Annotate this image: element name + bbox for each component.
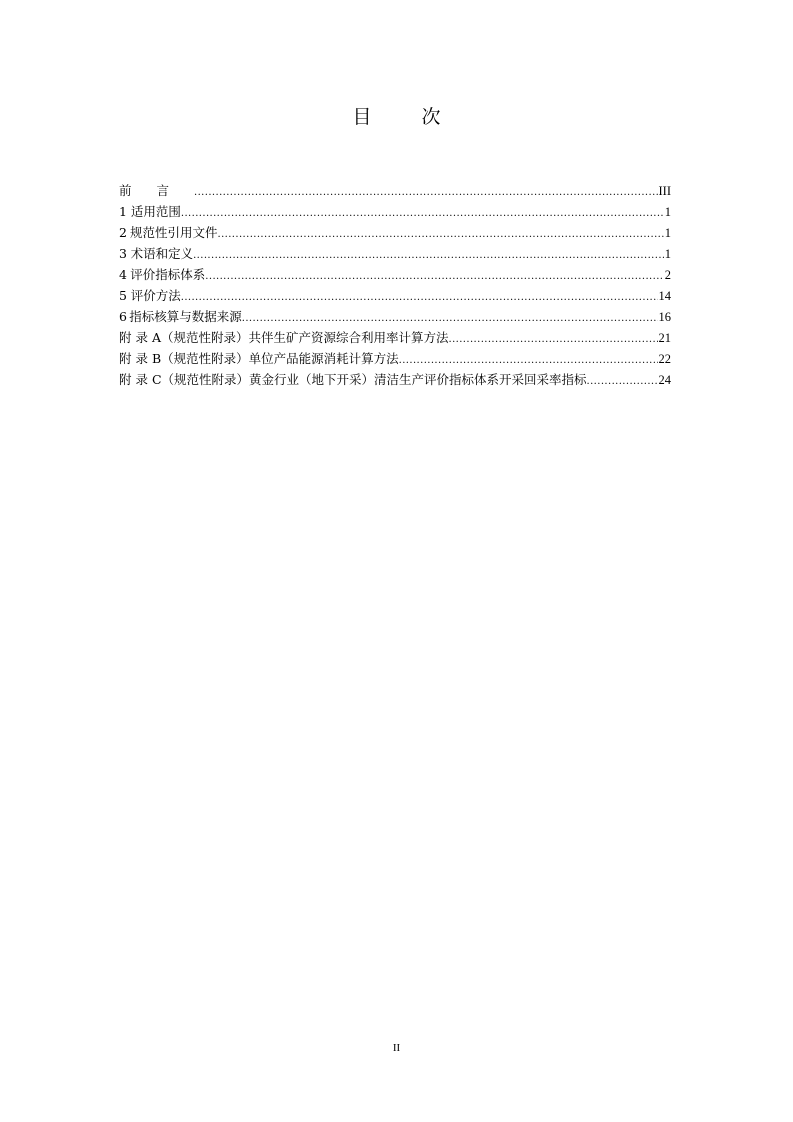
toc-entry-page: 14	[658, 289, 671, 303]
toc-entry-page: 1	[664, 205, 671, 219]
page-number: II	[392, 1042, 401, 1054]
toc-entry-label: 适用范围	[130, 204, 181, 219]
page-title: 目 次	[352, 106, 463, 128]
toc-entry-page: 2	[664, 268, 671, 282]
toc-entry-label: 附 录 A（规范性附录）共伴生矿产资源综合利用率计算方法	[119, 330, 449, 345]
toc-entry-page: 21	[658, 331, 671, 345]
toc-entry-number: 4	[119, 267, 127, 282]
toc-leader-dots	[181, 285, 658, 308]
toc-entry-page: 16	[658, 310, 671, 324]
toc-entry-appendix-c[interactable]	[119, 369, 671, 390]
toc-entry-page: 24	[658, 373, 671, 387]
toc-entry-appendix-a[interactable]	[119, 327, 671, 348]
toc-entry-page: 1	[664, 226, 671, 240]
toc-entry-1[interactable]	[119, 201, 671, 222]
toc-entry-number: 1	[119, 204, 127, 219]
table-of-contents	[119, 180, 671, 390]
toc-leader-dots	[194, 180, 657, 203]
toc-leader-dots	[448, 327, 657, 350]
toc-leader-dots	[242, 306, 658, 329]
toc-entry-label: 评价指标体系	[130, 267, 206, 282]
toc-leader-dots	[217, 222, 663, 245]
toc-leader-dots	[205, 264, 663, 287]
toc-entry-label: 评价方法	[130, 288, 181, 303]
toc-leader-dots	[399, 348, 658, 371]
toc-entry-number: 6	[119, 309, 127, 324]
toc-entry-6[interactable]	[119, 306, 671, 327]
toc-entry-page: III	[658, 184, 671, 198]
toc-entry-3[interactable]	[119, 243, 671, 264]
toc-entry-label: 附 录 C（规范性附录）黄金行业（地下开采）清洁生产评价指标体系开采回采率指标	[119, 372, 587, 387]
toc-entry-2[interactable]	[119, 222, 671, 243]
toc-entry-appendix-b[interactable]	[119, 348, 671, 369]
toc-entry-preface[interactable]	[119, 180, 671, 201]
toc-entry-page: 22	[658, 352, 671, 366]
toc-entry-label: 前言	[119, 183, 195, 198]
toc-entry-label: 规范性引用文件	[129, 225, 218, 240]
toc-entry-4[interactable]	[119, 264, 671, 285]
toc-entry-label: 附 录 B（规范性附录）单位产品能源消耗计算方法	[119, 351, 399, 366]
toc-entry-5[interactable]	[119, 285, 671, 306]
toc-entry-page: 1	[664, 247, 671, 261]
toc-entry-number: 3	[119, 246, 127, 261]
toc-leader-dots	[181, 201, 664, 224]
toc-leader-dots	[193, 243, 664, 266]
toc-entry-label: 术语和定义	[130, 246, 194, 261]
toc-entry-number: 5	[119, 288, 127, 303]
toc-leader-dots	[587, 369, 658, 392]
toc-entry-label: 指标核算与数据来源	[129, 309, 242, 324]
toc-entry-number: 2	[119, 225, 127, 240]
